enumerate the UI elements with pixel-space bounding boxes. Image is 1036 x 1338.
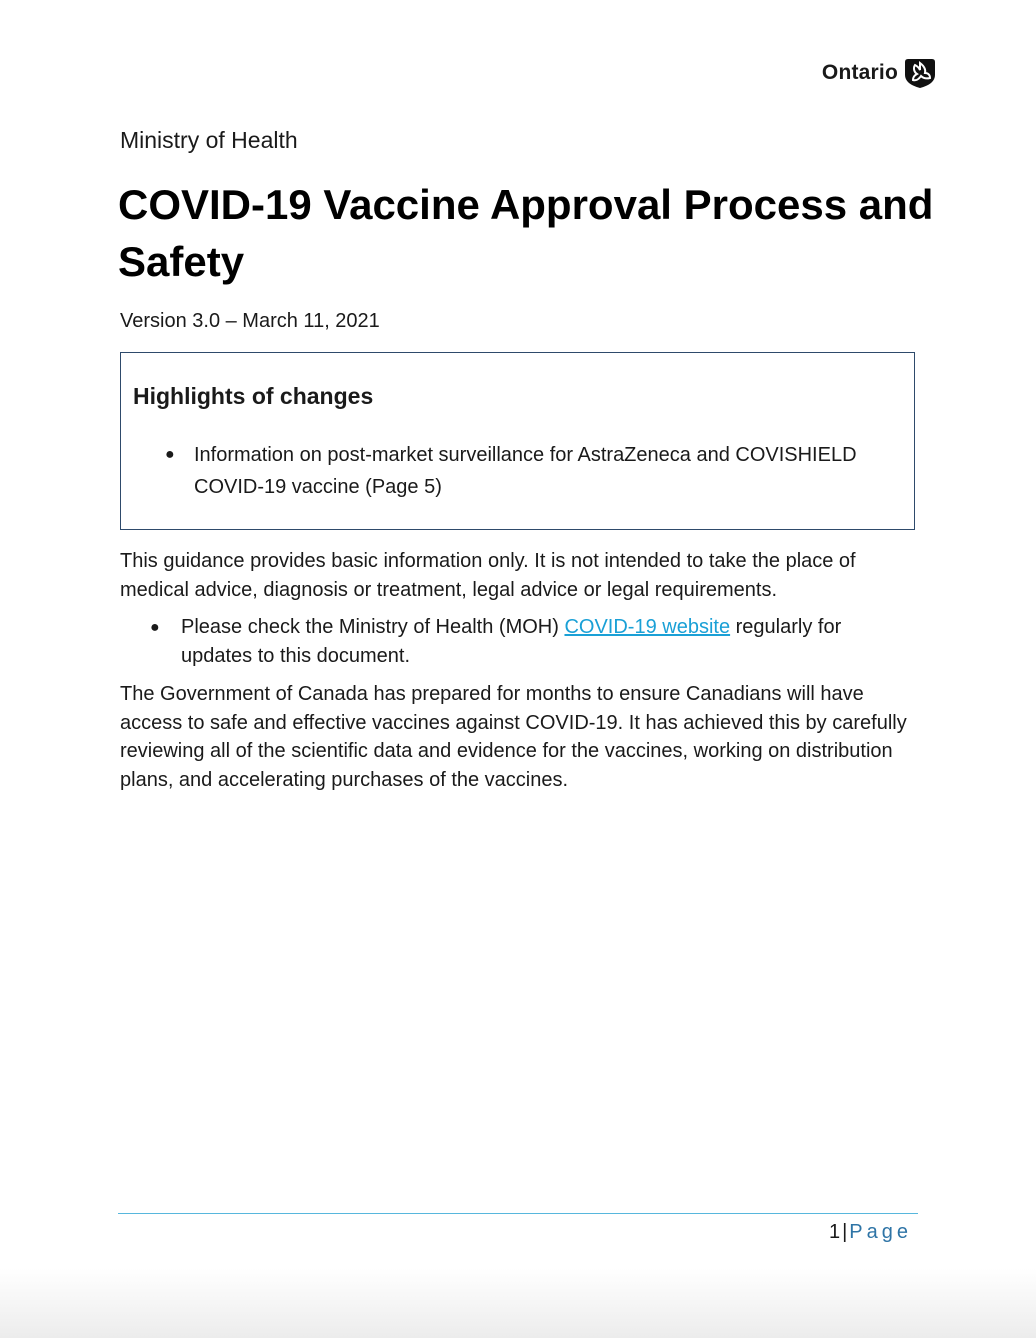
highlights-heading: Highlights of changes <box>133 383 374 409</box>
intro-paragraph: This guidance provides basic information only. It is not intended to take the place of medical advice, diagnosis or treatment, legal advice or legal requirements. <box>120 550 856 601</box>
check-list <box>150 613 910 671</box>
ontario-logo <box>822 57 936 89</box>
page-label: Page <box>849 1221 912 1243</box>
highlights-list-item <box>165 439 905 503</box>
page-number-footer <box>829 1221 912 1244</box>
highlights-list <box>165 439 905 503</box>
check-item-text-before: Please check the Ministry of Health (MOH) <box>181 616 565 638</box>
check-item-text-after: regularly for updates to this document. <box>181 616 842 667</box>
ontario-trillium-icon <box>904 57 936 89</box>
highlights-box <box>120 352 915 530</box>
footer-divider <box>118 1213 918 1214</box>
ontario-wordmark: Ontario <box>821 61 898 84</box>
document-version: Version 3.0 – March 11, 2021 <box>120 310 380 332</box>
document-title: COVID-19 Vaccine Approval Process and Safety <box>118 181 934 285</box>
bullet-icon: ● <box>150 619 160 636</box>
page-number: 1 <box>828 1221 841 1243</box>
ministry-name: Ministry of Health <box>120 127 298 153</box>
page-bottom-shadow <box>0 1268 1036 1338</box>
bullet-icon: ● <box>165 446 175 463</box>
highlights-item-text: Information on post-market surveillance for AstraZeneca and COVISHIELD COVID-19 vaccine (Page 5) <box>194 444 857 498</box>
check-list-item <box>150 613 910 671</box>
page-separator: | <box>842 1221 848 1243</box>
covid-website-link[interactable]: COVID-19 website <box>564 616 731 638</box>
government-paragraph: The Government of Canada has prepared for months to ensure Canadians will have access to safe and effective vaccines against COVID-19. It has achieved this by carefully reviewing all of the scientific data and evidence for the vaccines, working on distribution plans, and accelerating purchases of the vaccines. <box>120 683 907 791</box>
